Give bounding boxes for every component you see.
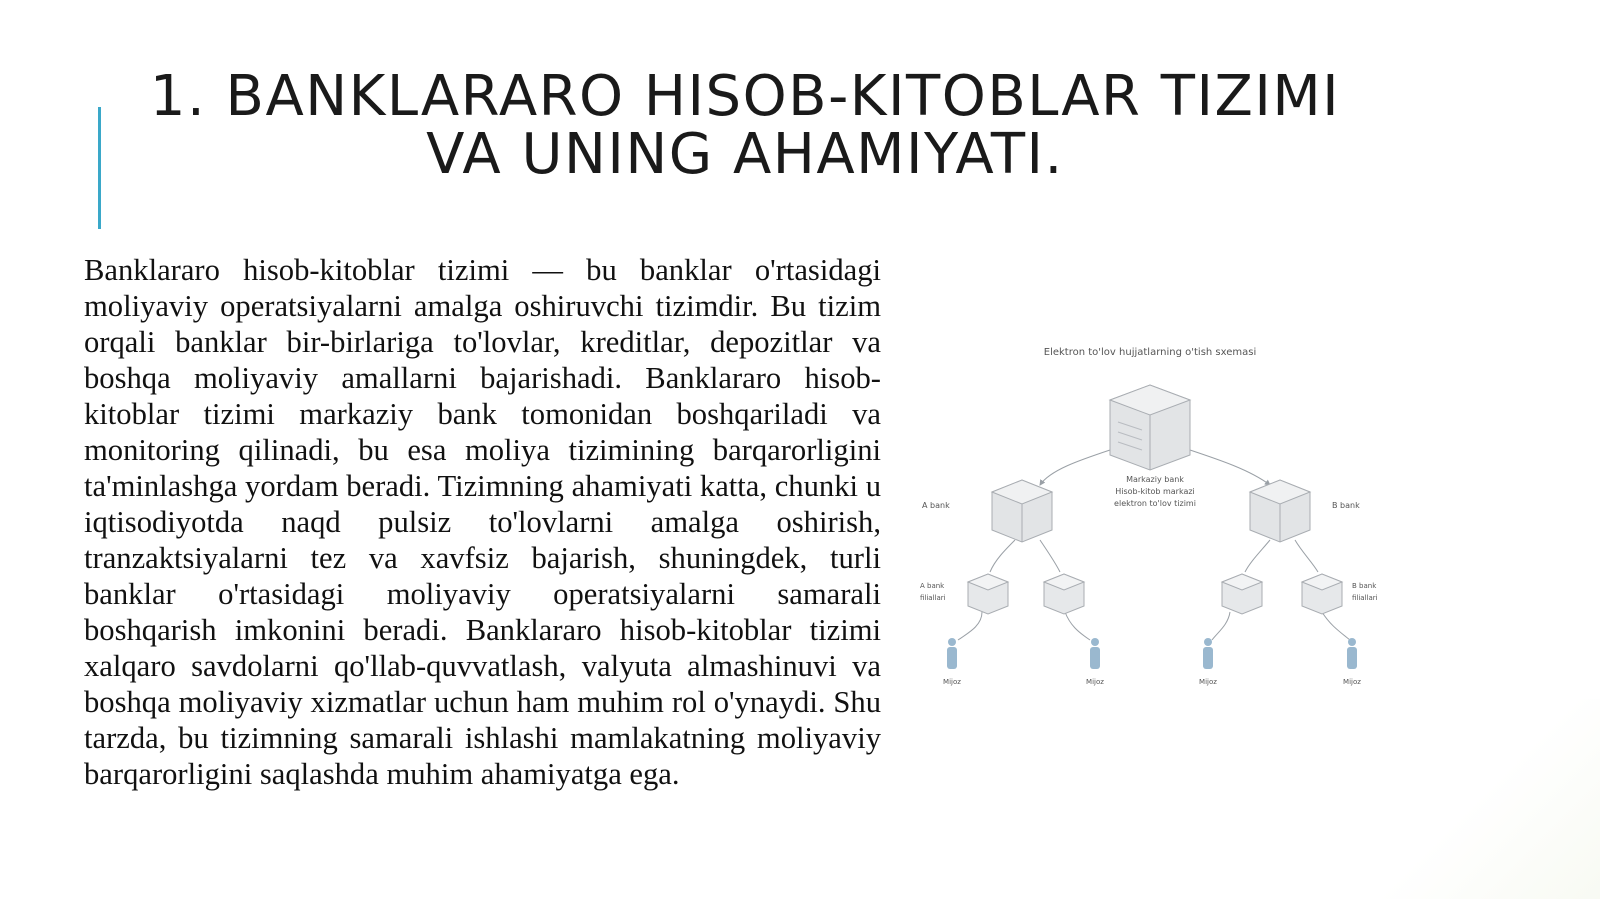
right-branch-label-2: filiallari [1352, 594, 1378, 602]
client-label-1: Mijoz [943, 678, 961, 686]
slide-title-line-1: 1. BANKLARARO HISOB-KITOBLAR TIZIMI [149, 64, 1341, 129]
right-branch-label: B bank [1352, 582, 1377, 590]
central-label-1: Markaziy bank [1126, 475, 1184, 484]
left-bank-label: A bank [922, 501, 950, 510]
left-bank-server-icon [992, 480, 1052, 542]
branch-server-icon-4 [1302, 574, 1342, 614]
corner-decoration [1300, 699, 1600, 899]
client-label-4: Mijoz [1343, 678, 1361, 686]
right-bank-server-icon [1250, 480, 1310, 542]
right-bank-label: B bank [1332, 501, 1360, 510]
central-bank-server-icon [1110, 385, 1190, 470]
client-label-2: Mijoz [1086, 678, 1104, 686]
central-label-3: elektron to'lov tizimi [1114, 499, 1196, 508]
left-branch-label-2: filiallari [920, 594, 946, 602]
client-person-icon-1 [947, 638, 957, 669]
client-label-3: Mijoz [1199, 678, 1217, 686]
slide-title [130, 64, 1360, 187]
payment-flow-diagram [920, 340, 1430, 710]
central-label-2: Hisob-kitob markazi [1115, 487, 1195, 496]
slide-title-line-2: VA UNING AHAMIYATI. [426, 122, 1064, 187]
branch-server-icon-2 [1044, 574, 1084, 614]
branch-server-icon-3 [1222, 574, 1262, 614]
branch-server-icon-1 [968, 574, 1008, 614]
left-branch-label: A bank [920, 582, 945, 590]
payment-flow-diagram-svg [920, 340, 1430, 710]
client-person-icon-2 [1090, 638, 1100, 669]
title-accent-bar [98, 107, 101, 229]
slide-body-text: Banklararo hisob-kitoblar tizimi — bu banklar o'rtasidagi moliyaviy operatsiyalarni amalga oshiruvchi tizimdir. Bu tizim orqali banklar bir-birlariga to'lovlar, kreditlar, depozitlar va boshqa moliyaviy amallarni bajarishadi. Banklararo hisob-kitoblar tizimi markaziy bank tomonidan boshqariladi va monitoring qilinadi, bu esa moliya tizimining barqarorligini ta'minlashga yordam beradi. Tizimning ahamiyati katta, chunki u iqtisodiyotda naqd pulsiz to'lovlarni amalga oshirish, tranzaktsiyalarni tez va xavfsiz bajarish, shuningdek, turli banklar o'rtasidagi moliyaviy operatsiyalarni samarali boshqarish imkonini beradi. Banklararo hisob-kitoblar tizimi xalqaro savdolarni qo'llab-quvvatlash, valyuta almashinuvi va boshqa moliyaviy xizmatlar uchun ham muhim rol o'ynaydi. Shu tarzda, bu tizimning samarali ishlashi mamlakatning moliyaviy barqarorligini saqlashda muhim ahamiyatga ega. [84, 253, 881, 791]
client-person-icon-3 [1203, 638, 1213, 669]
diagram-title: Elektron to'lov hujjatlarning o'tish sxemasi [1043, 347, 1257, 358]
client-person-icon-4 [1347, 638, 1357, 669]
